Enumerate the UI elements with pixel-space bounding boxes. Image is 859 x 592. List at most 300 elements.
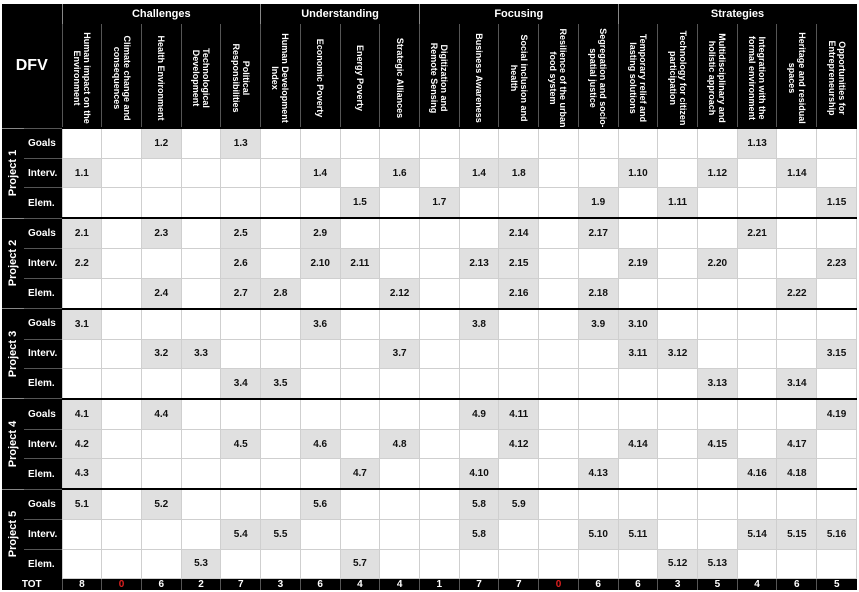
matrix-row	[2, 459, 857, 490]
group-header-understanding: Understanding	[261, 4, 420, 24]
matrix-cell	[499, 549, 539, 578]
matrix-cell	[62, 128, 102, 159]
matrix-cell	[102, 339, 142, 368]
matrix-cell	[698, 128, 738, 159]
matrix-cell	[777, 339, 817, 368]
row-label: Interv.	[24, 430, 62, 459]
matrix-cell: 2.1	[62, 218, 102, 249]
matrix-cell: 2.18	[578, 278, 618, 309]
row-label: Interv.	[24, 249, 62, 278]
matrix-cell	[419, 339, 459, 368]
matrix-cell	[380, 128, 420, 159]
matrix-cell	[737, 430, 777, 459]
matrix-cell: 3.4	[221, 368, 261, 399]
matrix-cell: 5.13	[698, 549, 738, 578]
matrix-cell	[300, 399, 340, 430]
matrix-cell	[658, 489, 698, 520]
matrix-cell	[141, 520, 181, 549]
matrix-cell	[102, 430, 142, 459]
matrix-cell: 1.11	[658, 188, 698, 219]
matrix-cell	[459, 339, 499, 368]
matrix-cell: 4.17	[777, 430, 817, 459]
matrix-cell	[340, 309, 380, 340]
matrix-cell: 2.16	[499, 278, 539, 309]
totals-row	[2, 579, 857, 591]
matrix-cell	[578, 368, 618, 399]
group-header-focusing: Focusing	[419, 4, 618, 24]
matrix-cell	[618, 128, 658, 159]
matrix-cell: 2.4	[141, 278, 181, 309]
matrix-cell: 4.11	[499, 399, 539, 430]
matrix-cell	[340, 159, 380, 188]
column-header	[499, 24, 539, 128]
matrix-cell	[419, 459, 459, 490]
matrix-cell: 3.11	[618, 339, 658, 368]
matrix-cell	[102, 159, 142, 188]
project-label	[2, 399, 24, 489]
matrix-cell	[618, 188, 658, 219]
column-header-label: Energy Poverty	[354, 44, 365, 112]
matrix-cell	[578, 249, 618, 278]
matrix-cell	[221, 399, 261, 430]
matrix-cell	[419, 309, 459, 340]
matrix-cell	[102, 128, 142, 159]
column-header	[221, 24, 261, 128]
matrix-cell	[340, 489, 380, 520]
matrix-cell	[777, 489, 817, 520]
matrix-cell: 5.3	[181, 549, 221, 578]
group-header-row	[2, 4, 857, 24]
matrix-cell	[777, 128, 817, 159]
matrix-cell	[181, 489, 221, 520]
matrix-cell	[459, 188, 499, 219]
matrix-cell	[380, 459, 420, 490]
matrix-cell	[340, 339, 380, 368]
matrix-cell: 4.12	[499, 430, 539, 459]
row-label: Goals	[24, 218, 62, 249]
column-header	[658, 24, 698, 128]
matrix-cell: 5.8	[459, 520, 499, 549]
matrix-cell	[300, 128, 340, 159]
group-header-strategies: Strategies	[618, 4, 856, 24]
total-cell: 4	[737, 579, 777, 591]
matrix-cell	[141, 368, 181, 399]
matrix-cell	[817, 159, 857, 188]
matrix-cell	[658, 430, 698, 459]
project-label	[2, 218, 24, 308]
matrix-cell	[817, 218, 857, 249]
matrix-cell	[340, 368, 380, 399]
matrix-cell	[499, 368, 539, 399]
total-cell: 6	[141, 579, 181, 591]
total-cell: 7	[459, 579, 499, 591]
row-label: Goals	[24, 489, 62, 520]
column-header-label: Heritage and residual spaces	[786, 32, 807, 124]
matrix-cell	[181, 520, 221, 549]
row-label: Interv.	[24, 339, 62, 368]
matrix-cell: 5.1	[62, 489, 102, 520]
matrix-cell	[261, 489, 301, 520]
matrix-row	[2, 218, 857, 249]
matrix-row	[2, 399, 857, 430]
total-cell: 0	[539, 579, 579, 591]
matrix-cell: 5.6	[300, 489, 340, 520]
column-header	[539, 24, 579, 128]
matrix-cell	[300, 459, 340, 490]
matrix-cell	[459, 128, 499, 159]
matrix-cell	[62, 549, 102, 578]
matrix-cell	[698, 218, 738, 249]
matrix-cell	[221, 309, 261, 340]
matrix-cell	[459, 549, 499, 578]
matrix-cell	[539, 278, 579, 309]
column-header-label: Resilience of the urban food system	[548, 28, 569, 128]
matrix-row	[2, 430, 857, 459]
matrix-cell	[658, 520, 698, 549]
matrix-cell	[459, 278, 499, 309]
project-label-text: Project 5	[7, 510, 19, 558]
column-header	[698, 24, 738, 128]
matrix-cell	[102, 249, 142, 278]
matrix-cell	[737, 278, 777, 309]
project-label	[2, 489, 24, 578]
matrix-cell	[141, 459, 181, 490]
matrix-cell: 1.14	[777, 159, 817, 188]
column-header	[102, 24, 142, 128]
matrix-cell	[181, 278, 221, 309]
matrix-cell	[499, 128, 539, 159]
matrix-cell: 3.10	[618, 309, 658, 340]
matrix-cell: 5.7	[340, 549, 380, 578]
matrix-cell	[300, 188, 340, 219]
row-label: Elem.	[24, 278, 62, 309]
total-cell: 6	[300, 579, 340, 591]
matrix-cell	[141, 159, 181, 188]
row-label: Goals	[24, 128, 62, 159]
column-header	[380, 24, 420, 128]
matrix-cell	[817, 278, 857, 309]
column-header-label: Integration with the formal environment	[747, 35, 768, 120]
matrix-cell	[777, 399, 817, 430]
row-label: Interv.	[24, 159, 62, 188]
matrix-cell	[181, 249, 221, 278]
matrix-cell	[737, 159, 777, 188]
matrix-cell	[817, 430, 857, 459]
matrix-cell: 4.8	[380, 430, 420, 459]
matrix-cell	[261, 549, 301, 578]
matrix-cell: 5.9	[499, 489, 539, 520]
matrix-cell: 5.16	[817, 520, 857, 549]
matrix-cell	[380, 368, 420, 399]
matrix-cell	[618, 459, 658, 490]
matrix-cell	[817, 128, 857, 159]
column-header-label: Strategic Alliances	[394, 37, 405, 119]
project-label	[2, 128, 24, 218]
matrix-cell: 4.7	[340, 459, 380, 490]
matrix-cell	[380, 218, 420, 249]
column-header-label: Opportunities for Entrepreneurship	[826, 40, 847, 116]
matrix-cell	[102, 459, 142, 490]
matrix-cell	[499, 339, 539, 368]
matrix-cell	[102, 278, 142, 309]
matrix-cell: 5.4	[221, 520, 261, 549]
matrix-cell: 2.6	[221, 249, 261, 278]
matrix-cell	[419, 489, 459, 520]
project-label-text: Project 1	[7, 149, 19, 197]
total-cell: 0	[102, 579, 142, 591]
matrix-cell	[340, 430, 380, 459]
matrix-cell: 4.4	[141, 399, 181, 430]
matrix-cell: 4.10	[459, 459, 499, 490]
matrix-row	[2, 128, 857, 159]
matrix-cell: 2.14	[499, 218, 539, 249]
column-header	[300, 24, 340, 128]
matrix-cell	[578, 339, 618, 368]
matrix-cell: 3.12	[658, 339, 698, 368]
matrix-cell	[419, 430, 459, 459]
matrix-cell	[261, 218, 301, 249]
matrix-cell: 3.6	[300, 309, 340, 340]
matrix-cell	[181, 368, 221, 399]
matrix-cell: 4.9	[459, 399, 499, 430]
matrix-cell: 2.11	[340, 249, 380, 278]
matrix-cell	[62, 339, 102, 368]
matrix-cell: 2.10	[300, 249, 340, 278]
matrix-cell	[658, 278, 698, 309]
matrix-cell: 4.14	[618, 430, 658, 459]
matrix-cell	[419, 549, 459, 578]
matrix-cell: 1.4	[459, 159, 499, 188]
total-cell: 6	[777, 579, 817, 591]
matrix-row	[2, 489, 857, 520]
total-cell: 8	[62, 579, 102, 591]
matrix-cell	[221, 159, 261, 188]
matrix-cell	[777, 309, 817, 340]
matrix-cell	[380, 399, 420, 430]
column-header	[62, 24, 102, 128]
matrix-cell: 1.5	[340, 188, 380, 219]
matrix-cell: 5.15	[777, 520, 817, 549]
matrix-cell: 1.1	[62, 159, 102, 188]
matrix-cell	[499, 459, 539, 490]
matrix-cell: 5.14	[737, 520, 777, 549]
matrix-cell	[419, 249, 459, 278]
total-cell: 4	[380, 579, 420, 591]
matrix-cell	[141, 309, 181, 340]
matrix-cell	[419, 159, 459, 188]
matrix-cell	[419, 218, 459, 249]
matrix-cell	[658, 128, 698, 159]
column-header	[340, 24, 380, 128]
matrix-cell	[300, 278, 340, 309]
matrix-cell	[578, 399, 618, 430]
row-label: Elem.	[24, 368, 62, 399]
matrix-cell	[340, 278, 380, 309]
matrix-cell	[658, 368, 698, 399]
matrix-cell	[102, 368, 142, 399]
matrix-cell: 4.15	[698, 430, 738, 459]
matrix-cell	[380, 188, 420, 219]
column-header-label: Health Environment	[156, 35, 167, 121]
matrix-cell: 3.7	[380, 339, 420, 368]
matrix-cell: 4.6	[300, 430, 340, 459]
matrix-cell	[658, 218, 698, 249]
matrix-cell: 5.11	[618, 520, 658, 549]
matrix-cell	[737, 489, 777, 520]
matrix-cell	[737, 249, 777, 278]
matrix-cell	[261, 430, 301, 459]
matrix-cell	[539, 218, 579, 249]
column-header-label: Digitization and Remote Sensing	[429, 42, 450, 114]
matrix-cell	[380, 549, 420, 578]
matrix-cell: 2.3	[141, 218, 181, 249]
matrix-cell: 4.1	[62, 399, 102, 430]
matrix-cell	[141, 188, 181, 219]
matrix-cell: 3.5	[261, 368, 301, 399]
matrix-cell	[181, 218, 221, 249]
total-cell: 6	[578, 579, 618, 591]
matrix-cell	[698, 459, 738, 490]
matrix-cell	[578, 430, 618, 459]
matrix-cell	[419, 128, 459, 159]
matrix-cell	[181, 309, 221, 340]
matrix-cell	[777, 188, 817, 219]
matrix-cell: 1.6	[380, 159, 420, 188]
column-header-label: Temporary relief and lasting solutions	[627, 33, 648, 123]
matrix-cell	[817, 459, 857, 490]
matrix-cell	[380, 489, 420, 520]
matrix-cell	[618, 368, 658, 399]
matrix-cell	[300, 368, 340, 399]
column-header-label: Technology for citizen participation	[667, 30, 688, 126]
row-label: Elem.	[24, 188, 62, 219]
column-header-label: Segregation and socio-spatial justice	[588, 28, 609, 128]
matrix-cell	[459, 368, 499, 399]
matrix-cell: 3.8	[459, 309, 499, 340]
matrix-cell: 4.18	[777, 459, 817, 490]
matrix-cell: 3.3	[181, 339, 221, 368]
matrix-cell: 1.10	[618, 159, 658, 188]
matrix-cell	[419, 399, 459, 430]
matrix-cell: 2.22	[777, 278, 817, 309]
matrix-cell	[181, 128, 221, 159]
matrix-cell	[380, 520, 420, 549]
matrix-cell: 1.4	[300, 159, 340, 188]
matrix-cell: 2.23	[817, 249, 857, 278]
matrix-cell	[578, 489, 618, 520]
matrix-cell: 5.2	[141, 489, 181, 520]
matrix-cell	[261, 399, 301, 430]
row-label: Elem.	[24, 549, 62, 578]
matrix-cell	[459, 218, 499, 249]
matrix-cell	[817, 309, 857, 340]
matrix-cell	[499, 309, 539, 340]
matrix-cell	[62, 188, 102, 219]
column-header-label: Technological Development	[191, 48, 212, 108]
matrix-cell	[578, 159, 618, 188]
matrix-cell: 2.15	[499, 249, 539, 278]
column-header-label: Human impact on the Environment	[71, 32, 92, 124]
matrix-cell: 1.9	[578, 188, 618, 219]
matrix-cell: 1.12	[698, 159, 738, 188]
matrix-cell	[419, 368, 459, 399]
column-header	[578, 24, 618, 128]
matrix-cell: 3.13	[698, 368, 738, 399]
column-header-label: Human Development Index	[270, 33, 291, 123]
column-header	[618, 24, 658, 128]
total-cell: 3	[261, 579, 301, 591]
matrix-cell: 1.8	[499, 159, 539, 188]
column-header-label: Climate change and consequences	[111, 35, 132, 121]
project-label	[2, 309, 24, 399]
matrix-cell	[737, 309, 777, 340]
matrix-cell	[618, 549, 658, 578]
matrix-row	[2, 278, 857, 309]
matrix-cell: 1.13	[737, 128, 777, 159]
matrix-cell: 2.2	[62, 249, 102, 278]
matrix-cell	[499, 520, 539, 549]
matrix-cell: 2.20	[698, 249, 738, 278]
column-header-label: Multidisciplinary and holistic approach	[707, 33, 728, 123]
matrix-cell: 5.8	[459, 489, 499, 520]
column-header	[141, 24, 181, 128]
matrix-cell	[221, 489, 261, 520]
matrix-cell	[539, 489, 579, 520]
matrix-cell	[698, 489, 738, 520]
matrix-cell	[658, 249, 698, 278]
matrix-cell	[618, 218, 658, 249]
total-cell: 5	[698, 579, 738, 591]
matrix-cell	[539, 159, 579, 188]
matrix-cell	[499, 188, 539, 219]
matrix-cell	[539, 430, 579, 459]
row-label: Elem.	[24, 459, 62, 490]
matrix-body	[2, 128, 857, 579]
matrix-cell	[221, 549, 261, 578]
matrix-cell: 2.13	[459, 249, 499, 278]
totals-label: TOT	[2, 579, 62, 591]
matrix-cell	[737, 549, 777, 578]
matrix-cell	[539, 249, 579, 278]
matrix-row	[2, 309, 857, 340]
matrix-cell	[539, 459, 579, 490]
matrix-cell	[817, 368, 857, 399]
matrix-cell	[539, 520, 579, 549]
matrix-cell	[221, 459, 261, 490]
matrix-row	[2, 520, 857, 549]
matrix-cell: 2.19	[618, 249, 658, 278]
matrix-cell	[181, 399, 221, 430]
matrix-cell	[221, 339, 261, 368]
matrix-cell	[539, 368, 579, 399]
matrix-cell: 2.7	[221, 278, 261, 309]
matrix-row	[2, 159, 857, 188]
project-label-text: Project 4	[7, 420, 19, 468]
project-label-text: Project 3	[7, 330, 19, 378]
column-header-label: Political Responsibilities	[230, 43, 251, 113]
matrix-cell	[141, 249, 181, 278]
matrix-cell	[102, 520, 142, 549]
matrix-cell	[419, 520, 459, 549]
matrix-cell: 2.5	[221, 218, 261, 249]
group-header-challenges: Challenges	[62, 4, 261, 24]
column-header-label: Economic Poverty	[315, 38, 326, 118]
matrix-cell	[737, 368, 777, 399]
matrix-cell: 3.15	[817, 339, 857, 368]
matrix-cell	[181, 159, 221, 188]
matrix-cell	[62, 520, 102, 549]
column-header	[419, 24, 459, 128]
